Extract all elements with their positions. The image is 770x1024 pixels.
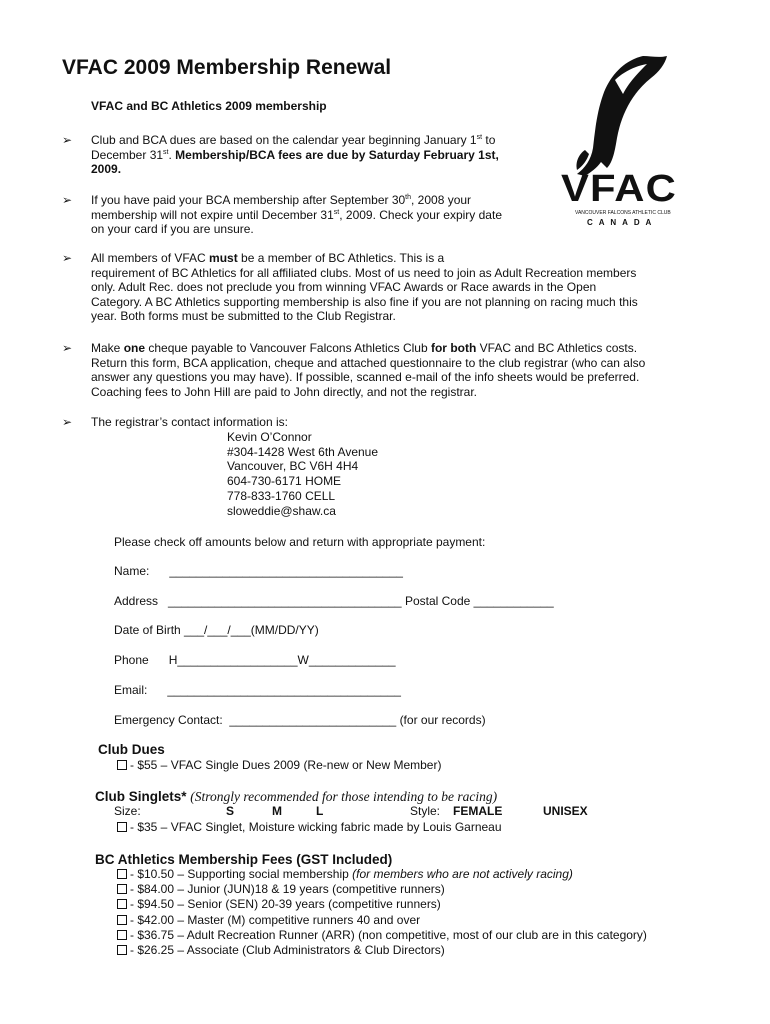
page-title: VFAC 2009 Membership Renewal [62, 56, 392, 79]
checkbox-icon[interactable] [117, 884, 127, 894]
size-label: Size: [114, 804, 141, 818]
bca-heading: BC Athletics Membership Fees (GST Included) [95, 852, 393, 867]
bullet-2: If you have paid your BCA membership after September 30th, 2008 your membership will not expire until December 31st, 2009. Check your expiry date on your card if you are unsure. [91, 193, 502, 237]
subtitle: VFAC and BC Athletics 2009 membership [91, 99, 327, 113]
checkbox-icon[interactable] [117, 945, 127, 955]
size-m[interactable]: M [272, 804, 282, 818]
email-field[interactable]: Email: ___________________________________ [114, 683, 401, 697]
club-dues-heading: Club Dues [98, 742, 165, 757]
name-field[interactable]: Name: ___________________________________ [114, 564, 403, 578]
style-female[interactable]: FEMALE [453, 804, 503, 818]
bullet-5: The registrar’s contact information is: [91, 415, 288, 429]
bca-option[interactable]: - $84.00 – Junior (JUN)18 & 19 years (competitive runners) [117, 882, 647, 897]
checkbox-icon[interactable] [117, 760, 127, 770]
singlets-heading: Club Singlets* (Strongly recommended for those intending to be racing) [95, 789, 498, 804]
falcon-logo [555, 50, 675, 230]
logo-club: VANCOUVER FALCONS ATHLETIC CLUB [575, 210, 671, 216]
bca-option[interactable]: - $10.50 – Supporting social membership (for members who are not actively racing) [117, 867, 647, 882]
dob-field[interactable]: Date of Birth ___/___/___(MM/DD/YY) [114, 623, 319, 637]
size-s[interactable]: S [226, 804, 235, 818]
bullet-4: Make one cheque payable to Vancouver Falcons Athletics Club for both VFAC and BC Athletics costs. Return this form, BCA application, cheque and attached questionnaire to the club registrar (who can also answer any questions you may have). If possible, scanned e-mail of the info sheets would be preferred. Coaching fees to John Hill are paid to John directly, and not the registrar. [91, 341, 646, 399]
bca-option[interactable]: - $42.00 – Master (M) competitive runners 40 and over [117, 913, 647, 928]
phone-field[interactable]: Phone H__________________W_____________ [114, 653, 396, 667]
bullet-1: Club and BCA dues are based on the calendar year beginning January 1st to December 31st. Membership/BCA fees are due by Saturday February 1st, 2009. [91, 133, 499, 177]
club-dues-option[interactable]: - $55 – VFAC Single Dues 2009 (Re-new or New Member) [117, 758, 441, 773]
checkbox-icon[interactable] [117, 930, 127, 940]
bullet-icon: ➢ [62, 251, 73, 265]
style-unisex[interactable]: UNISEX [543, 804, 588, 818]
checkbox-icon[interactable] [117, 822, 127, 832]
registrar-contact: Kevin O’Connor #304-1428 West 6th Avenue Vancouver, BC V6H 4H4 604-730-6171 HOME 778-833-1760 CELL sloweddie@shaw.ca [227, 430, 379, 518]
style-label: Style: [410, 804, 441, 818]
form-instructions: Please check off amounts below and return with appropriate payment: [114, 535, 486, 549]
checkbox-icon[interactable] [117, 869, 127, 879]
bca-option[interactable]: - $36.75 – Adult Recreation Runner (ARR) (non competitive, most of our club are in this category) [117, 928, 647, 943]
bullet-3: All members of VFAC must be a member of BC Athletics. This is a requirement of BC Athletics for all affiliated clubs. Most of us need to join as Adult Recreation members only. Adult Rec. does not preclude you from winning VFAC Awards or Race awards in the Open Category. A BC Athletics supporting membership is also fine if you are not planning on racing much this year. Both forms must be submitted to the Club Registrar. [91, 251, 638, 324]
address-field[interactable]: Address ___________________________________ Postal Code ____________ [114, 594, 554, 608]
logo-text: VFAC [561, 168, 677, 210]
checkbox-icon[interactable] [117, 899, 127, 909]
checkbox-icon[interactable] [117, 915, 127, 925]
bullet-icon: ➢ [62, 133, 73, 147]
bca-options [117, 867, 647, 958]
bca-option[interactable]: - $26.25 – Associate (Club Administrators & Club Directors) [117, 943, 647, 958]
bullet-icon: ➢ [62, 341, 73, 355]
singlet-option[interactable]: - $35 – VFAC Singlet, Moisture wicking fabric made by Louis Garneau [117, 820, 502, 835]
bullet-icon: ➢ [62, 193, 73, 207]
bullet-icon: ➢ [62, 415, 73, 429]
emergency-contact-field[interactable]: Emergency Contact: _________________________ (for our records) [114, 713, 486, 727]
size-l[interactable]: L [316, 804, 324, 818]
logo-country: C A N A D A [587, 218, 654, 227]
bca-option[interactable]: - $94.50 – Senior (SEN) 20-39 years (competitive runners) [117, 897, 647, 912]
